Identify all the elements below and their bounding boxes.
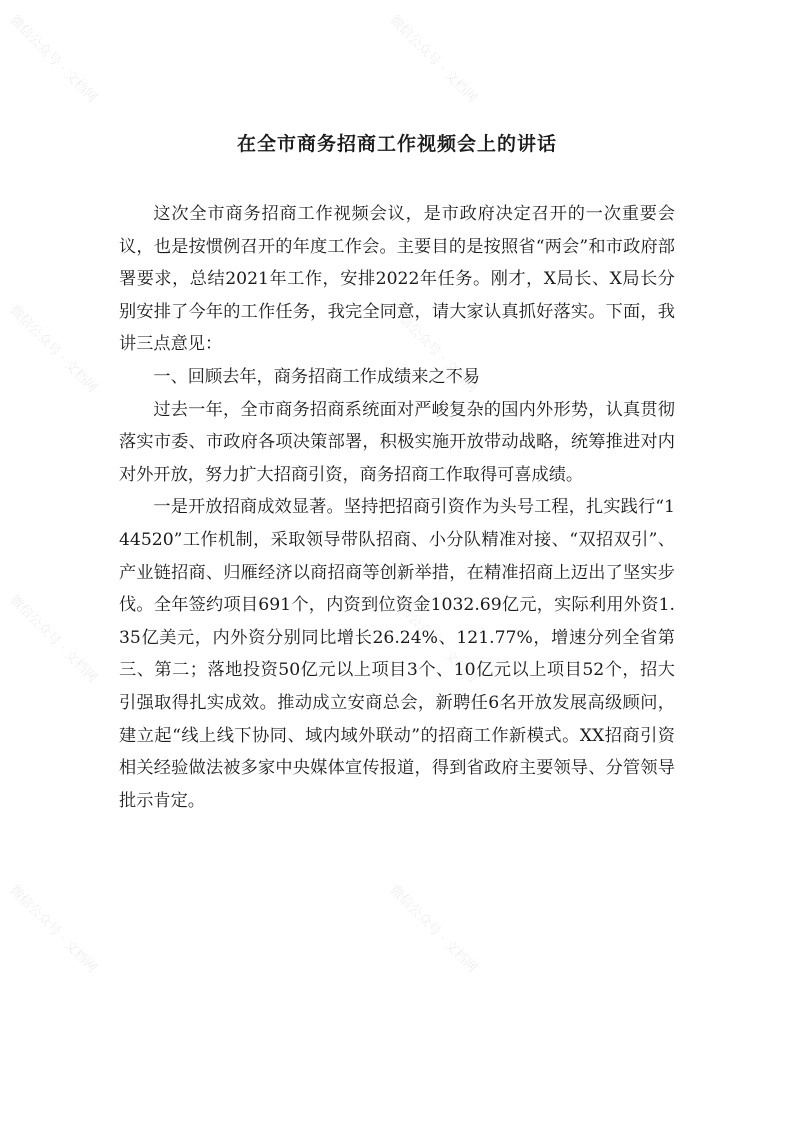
document-title: 在全市商务招商工作视频会上的讲话 [236,133,557,155]
watermark-text: 微信公众号 · 文档网 [386,592,480,686]
document-body [119,130,675,817]
watermark-text: 微信公众号 · 文档网 [6,12,100,106]
section-heading-1: 一、回顾去年，商务招商工作成绩来之不易 [153,366,480,387]
watermark-text: 微信公众号 · 文档网 [6,592,100,686]
paragraph-review: 过去一年，全市商务招商系统面对严峻复杂的国内外形势，认真贯彻落实市委、市政府各项决策部署，积极实施开放带动战略，统筹推进对内对外开放，努力扩大招商引资，商务招商工作取得可喜成绩。 [119,399,675,485]
watermark-text: 微信公众号 · 文档网 [386,12,480,106]
watermark-text: 微信公众号 · 文档网 [386,882,480,976]
watermark-text: 微信公众号 · 文档网 [6,882,100,976]
watermark-text: 微信公众号 · 文档网 [6,302,100,396]
paragraph-achievement-1: 一是开放招商成效显著。坚持把招商引资作为头号工程，扎实践行“144520”工作机制，采取领导带队招商、小分队精准对接、“双招双引”、产业链招商、归雁经济以商招商等创新举措，在精准招商上迈出了坚实步伐。全年签约项目691个，内资到位资金1032.69亿元，实际利用外资1.35亿美元，内外资分别同比增长26.24%、121.77%，增速分列全省第三、第二；落地投资50亿元以上项目3个、10亿元以上项目52个，招大引强取得扎实成效。推动成立安商总会，新聘任6名开放发展高级顾问，建立起“线上线下协同、域内域外联动”的招商工作新模式。XX招商引资相关经验做法被多家中央媒体宣传报道，得到省政府主要领导、分管领导批示肯定。 [119,497,675,811]
paragraph-intro: 这次全市商务招商工作视频会议，是市政府决定召开的一次重要会议，也是按惯例召开的年度工作会。主要目的是按照省“两会”和市政府部署要求，总结2021年工作，安排2022年任务。刚才，X局长、X局长分别安排了今年的工作任务，我完全同意，请大家认真抓好落实。下面，我讲三点意见： [119,204,675,355]
watermark-text: 微信公众号 · 文档网 [386,302,480,396]
